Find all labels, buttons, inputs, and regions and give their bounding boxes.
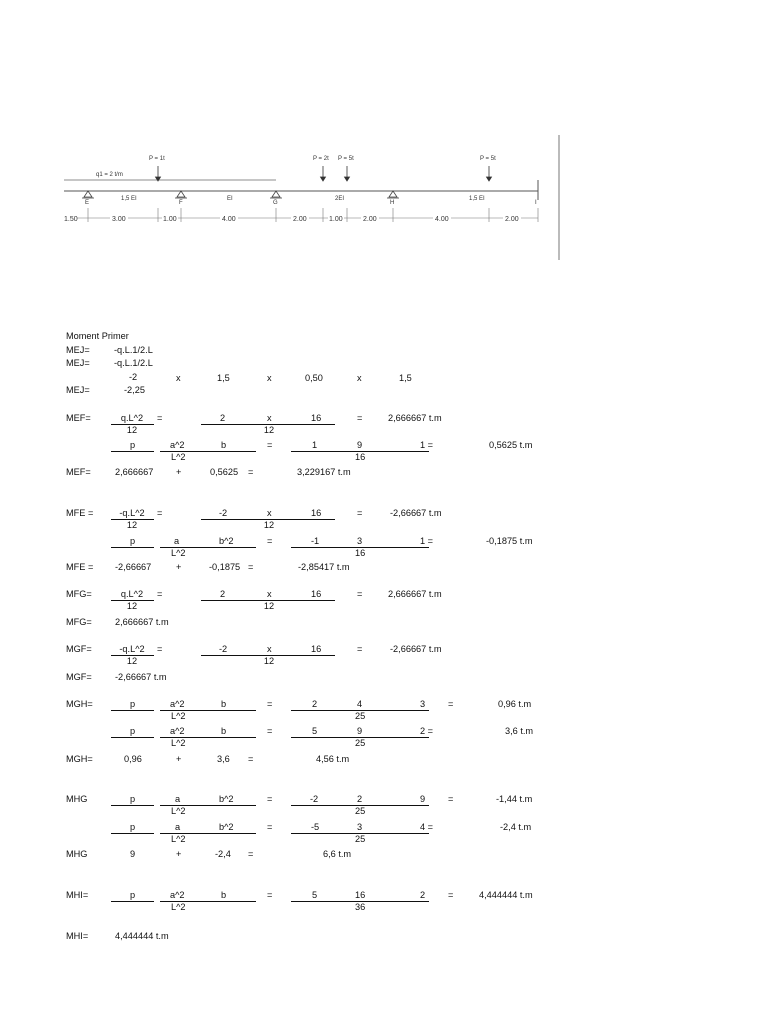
numerator: q.L^2 [120,589,144,599]
symbol: b^2 [219,822,234,832]
value: 2 = [420,726,434,736]
operator: x [267,508,272,518]
value: 1 = [420,440,434,450]
load-label: P = 5t [480,156,496,162]
symbol: b [221,440,227,450]
numerator: -q.L^2 [119,508,145,518]
symbol: p [130,822,136,832]
operator: x [267,413,272,423]
operator: = [448,794,454,804]
operator: = [267,822,273,832]
result: -2,85417 t.m [298,562,350,572]
operator: = [157,413,163,423]
symbol: b^2 [219,794,234,804]
dim-label: 1.00 [329,216,343,223]
support-label: E [85,200,90,206]
result: 2,666667 t.m [388,589,442,599]
symbol: p [130,440,136,450]
denominator: 16 [355,452,366,462]
operator: = [248,849,254,859]
operator: + [176,849,182,859]
denominator: 12 [126,520,138,530]
value: -1 [311,536,320,546]
row-label: MHG [66,794,88,804]
symbol: p [130,699,136,709]
result: 4,56 t.m [316,754,350,764]
symbol: p [130,726,136,736]
operator: = [267,794,273,804]
value: 0,50 [305,373,323,383]
denominator: 12 [126,656,138,666]
operator: x [267,373,272,383]
operator: = [357,644,363,654]
row-label: MEJ= [66,358,90,368]
row-label: MGH= [66,699,93,709]
row-label: MFG= [66,589,92,599]
operator: = [267,699,273,709]
row-label: MHI= [66,890,89,900]
operator: = [448,699,454,709]
operator: + [176,467,182,477]
denominator: 25 [355,738,366,748]
row-label: MFG= [66,617,92,627]
value: 1 = [420,536,434,546]
symbol: b^2 [219,536,234,546]
value: -2,66667 [115,562,152,572]
denominator: 36 [355,902,366,912]
result: 0,5625 t.m [489,440,533,450]
value: 4 [357,699,363,709]
support-label: I [535,200,537,206]
symbol: L^2 [171,806,186,816]
operator: = [267,890,273,900]
operator: = [157,508,163,518]
value: 16 [355,890,366,900]
row-label: MEJ= [66,345,90,355]
value: 16 [311,644,322,654]
formula: -q.L.1/2.L [114,358,153,368]
result: -2,66667 t.m [390,508,442,518]
stiffness-label: EI [227,196,233,202]
operator: x [267,589,272,599]
value: 16 [311,508,322,518]
operator: = [448,890,454,900]
operator: = [267,536,273,546]
row-label: MGF= [66,672,92,682]
result: 4,444444 t.m [115,931,169,941]
operator: x [357,373,362,383]
value: -2 [219,508,228,518]
row-label: MEF= [66,413,91,423]
symbol: a [175,822,181,832]
value: 1 [312,440,318,450]
support-label: H [390,200,395,206]
symbol: a^2 [170,699,185,709]
value: -2 [219,644,228,654]
value: -2 [310,794,319,804]
symbol: L^2 [171,834,186,844]
value: -5 [311,822,320,832]
value: 0,96 [124,754,142,764]
numerator: q.L^2 [120,413,144,423]
result: -2,66667 t.m [115,672,167,682]
result: 3,229167 t.m [297,467,351,477]
formula: -q.L.1/2.L [114,345,153,355]
load-label: P = 2t [313,156,329,162]
row-label: MEJ= [66,385,90,395]
symbol: b [221,890,227,900]
operator: = [248,467,254,477]
value: 0,5625 [210,467,239,477]
symbol: p [130,890,136,900]
value: 3,6 [217,754,230,764]
symbol: L^2 [171,738,186,748]
operator: = [357,413,363,423]
operator: x [267,644,272,654]
symbol: L^2 [171,711,186,721]
operator: + [176,754,182,764]
beam-diagram [0,0,768,270]
operator: = [157,589,163,599]
load-label: P = 1t [149,156,165,162]
denominator: 12 [263,601,275,611]
value: 4 = [420,822,434,832]
stiffness-label: 1,5 EI [121,196,137,202]
symbol: a [175,794,181,804]
row-label: MHI= [66,931,89,941]
value: 5 [312,890,318,900]
value: 3 [357,822,363,832]
denominator: 25 [355,834,366,844]
denominator: 12 [263,520,275,530]
denominator: 12 [126,601,138,611]
symbol: b [221,726,227,736]
dim-label: 4.00 [435,216,449,223]
symbol: b [221,699,227,709]
load-arrow [156,166,492,181]
operator: = [357,589,363,599]
operator: = [248,562,254,572]
row-label: MGF= [66,644,92,654]
denominator: 25 [355,806,366,816]
denominator: 12 [263,425,275,435]
operator: x [176,373,181,383]
symbol: L^2 [171,902,186,912]
dim-label: 2.00 [363,216,377,223]
dim-label: 1.00 [163,216,177,223]
support-label: G [273,200,278,206]
operator: + [176,562,182,572]
result: 0,96 t.m [498,699,532,709]
symbol: a [174,536,180,546]
value: 9 [357,440,363,450]
symbol: p [130,794,136,804]
value: 16 [311,413,322,423]
symbol: a^2 [170,726,185,736]
stiffness-label: 1,5 EI [469,196,485,202]
operator: = [157,644,163,654]
row-label: MFE = [66,562,94,572]
value: 5 [312,726,318,736]
symbol: a^2 [170,440,185,450]
result: -2,4 t.m [500,822,532,832]
value: -2 [129,372,138,382]
result: 3,6 t.m [505,726,534,736]
value: 2 [220,589,226,599]
value: 9 [420,794,426,804]
value: 2 [357,794,363,804]
denominator: 12 [263,656,275,666]
stiffness-label: 2EI [335,196,345,202]
dim-label: 1.50 [64,216,78,223]
result: -0,1875 t.m [486,536,533,546]
dim-label: 3.00 [112,216,126,223]
value: 9 [357,726,363,736]
value: 3 [420,699,426,709]
value: -0,1875 [209,562,241,572]
value: 1,5 [217,373,230,383]
dim-label: 2.00 [505,216,519,223]
value: 9 [130,849,136,859]
denominator: 25 [355,711,366,721]
operator: = [248,754,254,764]
value: 2 [220,413,226,423]
operator: = [267,726,273,736]
row-label: MGH= [66,754,93,764]
result: -1,44 t.m [496,794,533,804]
support-label: F [179,200,183,206]
symbol: L^2 [171,452,186,462]
value: 2 [312,699,318,709]
distributed-load-label: q1 = 2 t/m [96,172,123,178]
numerator: -q.L^2 [119,644,145,654]
value: 3 [357,536,363,546]
dim-label: 4.00 [222,216,236,223]
row-label: MHG [66,849,88,859]
value: 1,5 [399,373,412,383]
result: 4,444444 t.m [479,890,533,900]
operator: = [267,440,273,450]
operator: = [357,508,363,518]
value: 16 [311,589,322,599]
result: 2,666667 t.m [388,413,442,423]
value: 2 [420,890,426,900]
denominator: 16 [355,548,366,558]
row-label: MEF= [66,467,91,477]
symbol: a^2 [170,890,185,900]
row-label: MFE = [66,508,94,518]
symbol: L^2 [171,548,186,558]
value: -2,4 [215,849,231,859]
result: 6,6 t.m [323,849,352,859]
result: -2,66667 t.m [390,644,442,654]
dim-label: 2.00 [293,216,307,223]
result: 2,666667 t.m [115,617,169,627]
denominator: 12 [126,425,138,435]
section-heading: Moment Primer [66,331,129,341]
value: 2,666667 [115,467,154,477]
result: -2,25 [124,385,145,395]
symbol: p [130,536,136,546]
load-label: P = 5t [338,156,354,162]
